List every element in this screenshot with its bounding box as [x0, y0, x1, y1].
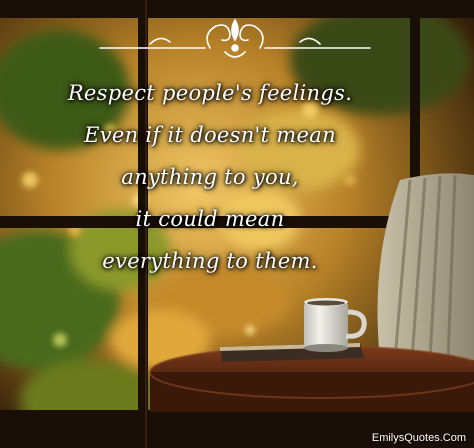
quote-line-4: it could mean: [135, 207, 285, 231]
quote-line-5: everything to them.: [102, 249, 318, 273]
quote-line-2: Even if it doesn't mean: [84, 123, 336, 147]
quote-line-3: anything to you,: [121, 165, 299, 189]
quote-line-1: Respect people's feelings.: [67, 81, 353, 105]
watermark: EmilysQuotes.Com: [371, 432, 466, 444]
quote-text: [20, 72, 400, 282]
